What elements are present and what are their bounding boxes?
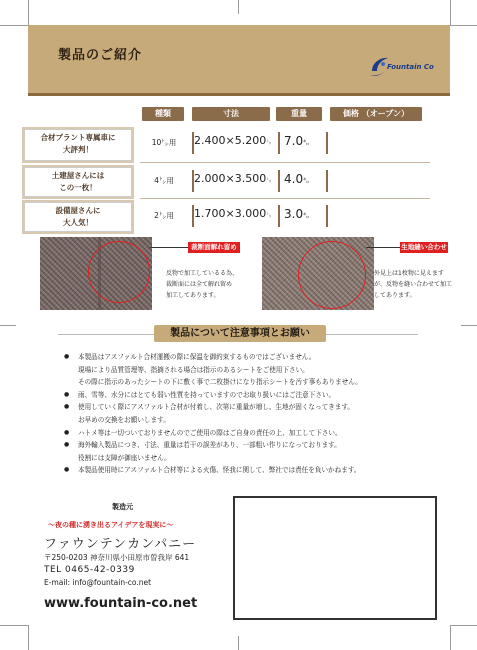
crop-mark <box>450 625 451 650</box>
leader-line <box>150 247 188 248</box>
crop-mark <box>0 625 28 626</box>
highlight-circle <box>298 241 366 309</box>
company-website[interactable]: www.fountain-co.net <box>44 596 198 611</box>
crop-mark <box>461 325 477 326</box>
company-tagline: 〜夜の種に湧き出るアイデアを現実に〜 <box>48 521 174 529</box>
notice-item: ● 本製品使用時にアスファルト合材等による火傷、怪我に関して、弊社では責任を負いかねます。 <box>64 464 444 477</box>
logo-text: Fountain Co <box>387 63 434 71</box>
crop-mark <box>450 625 477 626</box>
callout-box <box>24 129 132 161</box>
row-type: 4㌧用 <box>154 176 174 185</box>
row-weight: 3.0㌔ <box>284 207 310 221</box>
callout-box <box>24 202 132 232</box>
callout-line: この一枚！ <box>59 183 97 192</box>
feature-note: 反物で加工しているる為、 裁断面には全て解れ留め 加工してあります。 <box>166 270 239 299</box>
row-price <box>332 129 424 157</box>
notice-list <box>64 351 444 477</box>
callout-line: 大評判！ <box>63 145 93 154</box>
row-type: 10㌧用 <box>151 138 177 147</box>
notice-item: ● 本製品はアスファルト合材運搬の際に保温を御約束するものではございません。 現場により品質管理等、指摘される場合は指示のあるシートをご使用下さい。 その際に指示のあったシートの下に敷く事で二枚掛けになり指示シートを汚す事もありません。 <box>64 351 444 389</box>
crop-mark <box>238 0 239 14</box>
row-divider <box>278 170 280 192</box>
row-separator <box>140 198 430 199</box>
feature-note: 外見上は1枚物に見えます が、反物を縫い合わせて加工 してあります。 <box>374 270 453 299</box>
row-price <box>332 202 424 230</box>
company-tel: TEL 0465-42-0339 <box>44 565 135 575</box>
row-divider <box>326 132 328 154</box>
seller-box <box>233 496 437 620</box>
row-price <box>332 167 424 195</box>
notice-item: ● 雨、雪等、水分にはとても弱い性質を持っていますのでお取り扱いにはご注意下さい。 <box>64 389 444 402</box>
callout-line: 大人気！ <box>63 218 93 227</box>
row-weight: 4.0㌔ <box>284 172 310 186</box>
notice-item: ● 使用していく際にアスファルト合材が付着し、次第に重量が増し、生地が固くなってきます。 お早めの交換をお願いします。 <box>64 401 444 426</box>
callout-line: 土建屋さんには <box>51 171 105 180</box>
table-header-size: 寸法 <box>192 107 270 121</box>
company-address: 〒250-0203 神奈川県小田原市曽我岸 641 <box>44 553 190 562</box>
notice-title: 製品について注意事項とお願い <box>154 325 326 342</box>
row-size: 2.000×3.500㍉ <box>194 172 272 185</box>
callout-box <box>24 167 132 197</box>
table-header-type: 種類 <box>142 107 184 121</box>
company-email: E-mail: info@fountain-co.net <box>44 578 152 587</box>
crop-mark <box>0 325 16 326</box>
crop-mark <box>0 25 28 26</box>
feature-tag: 生地縫い合わせ <box>401 243 447 251</box>
feature-tag: 裁断面解れ留め <box>188 242 240 253</box>
header-rule <box>28 93 450 96</box>
table-header-price: 価格 （オープン） <box>330 107 422 121</box>
row-divider <box>278 132 280 154</box>
row-separator <box>140 162 430 163</box>
callout-line: 設備屋さんに <box>55 206 101 215</box>
callout-line: 合材プラント専属車に <box>40 133 116 142</box>
row-type: 2㌧用 <box>154 211 174 220</box>
table-row <box>140 128 430 158</box>
notice-item: ● ハトメ等は一切ついておりませんのでご使用の際はご自身の責任の上、加工して下さい。 <box>64 427 444 440</box>
row-size: 1.700×3.000㍉ <box>194 207 272 220</box>
table-row <box>140 166 430 196</box>
manufacturer-label: 製造元 <box>112 503 133 511</box>
crop-mark <box>28 0 29 25</box>
crop-mark <box>238 636 239 650</box>
company-logo <box>368 55 434 81</box>
crop-mark <box>28 625 29 650</box>
company-name: ファウンテンカンパニー <box>44 537 197 552</box>
row-size: 2.400×5.200㍉ <box>194 134 272 147</box>
table-header-weight: 重量 <box>276 107 322 121</box>
highlight-circle <box>88 241 150 303</box>
table-row <box>140 201 430 231</box>
crop-mark <box>450 25 477 26</box>
notice-item: ● 海外輸入製品につき、寸法、重量は若干の誤差があり、一部粗い作りになっております。 役割には支障が御座いません。 <box>64 439 444 464</box>
crop-mark <box>450 0 451 25</box>
row-divider <box>278 205 280 227</box>
page-title: 製品のご紹介 <box>58 48 143 63</box>
row-divider <box>326 205 328 227</box>
row-weight: 7.0㌔ <box>284 134 310 148</box>
leader-line <box>366 247 400 248</box>
row-divider <box>326 170 328 192</box>
